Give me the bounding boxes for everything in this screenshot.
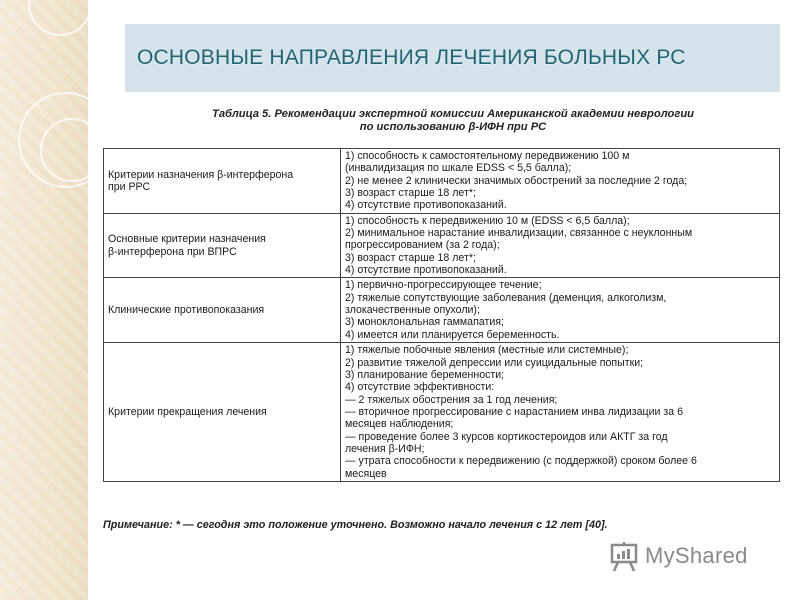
criteria-item: 4) имеется или планируется беременность.	[345, 328, 560, 341]
criteria-item: месяцев	[345, 467, 387, 480]
criteria-item: месяцев наблюдения;	[345, 418, 454, 431]
criteria-item: — проведение более 3 курсов кортикостероидов или АКТГ за год	[345, 430, 668, 443]
criterion-label-line: Критерии назначения β-интерферона	[108, 168, 294, 181]
slide-title: ОСНОВНЫЕ НАПРАВЛЕНИЯ ЛЕЧЕНИЯ БОЛЬНЫХ РС	[137, 46, 686, 69]
criterion-cell	[104, 149, 341, 214]
criterion-label-line: при РРС	[108, 180, 151, 193]
criterion-label-line: Клинические противопоказания	[108, 304, 265, 317]
criteria-items-cell	[341, 213, 780, 278]
caption-line: по использованию β-ИФН при РС	[359, 121, 547, 133]
criteria-item: 2) тяжелые сопутствующие заболевания (деменция, алкоголизм,	[345, 291, 667, 304]
criteria-item: 4) отсутствие эффективности:	[345, 381, 495, 394]
table-body	[104, 149, 780, 482]
criteria-item: 3) планирование беременности;	[345, 368, 505, 381]
criteria-items-cell	[341, 278, 780, 343]
criteria-items-cell	[341, 343, 780, 482]
criteria-item: 1) тяжелые побочные явления (местные или системные);	[345, 344, 629, 357]
table-row	[104, 343, 780, 482]
criteria-item: 3) возраст старше 18 лет*;	[345, 187, 476, 200]
slide-title-bar	[125, 24, 780, 92]
watermark-text: MyShared	[645, 543, 748, 568]
side-band-texture	[0, 0, 88, 600]
criteria-item: 2) не менее 2 клинически значимых обострений за последние 2 года;	[345, 174, 688, 187]
decorative-side-band	[0, 0, 88, 600]
criteria-item: 4) отсутствие противопоказаний.	[345, 264, 507, 277]
criterion-label-line: Критерии прекращения лечения	[108, 405, 267, 418]
criterion-cell	[104, 278, 341, 343]
criteria-item: лечения β-ИФН;	[345, 442, 425, 455]
criterion-cell	[104, 343, 341, 482]
criteria-item: — вторичное прогрессирование с нарастанием инва лидизации за 6	[345, 405, 683, 418]
scanned-table-document	[103, 108, 783, 538]
presentation-board-icon	[607, 539, 641, 573]
table-row	[104, 213, 780, 278]
table-footnote: Примечание: * — сегодня это положение уточнено. Возможно начало лечения с 12 лет [40].	[103, 519, 608, 531]
criteria-item: прогрессированием (за 2 года);	[345, 239, 500, 252]
criteria-item: 3) возраст старше 18 лет*;	[345, 251, 476, 264]
table-row	[104, 149, 780, 214]
criteria-item: 3) моноклональная гаммапатия;	[345, 316, 504, 329]
criteria-item: 2) развитие тяжелой депрессии или суицидальные попытки;	[345, 356, 644, 369]
recommendations-table	[103, 148, 780, 482]
criteria-item: злокачественные опухоли);	[345, 304, 480, 317]
table-caption	[123, 108, 783, 134]
table-row	[104, 278, 780, 343]
criterion-label-line: Основные критерии назначения	[108, 233, 266, 246]
criteria-item: 1) способность к передвижению 10 м (EDSS < 6,5 балла);	[345, 214, 630, 227]
criterion-cell	[104, 213, 341, 278]
criteria-item: — утрата способности к передвижению (с поддержкой) сроком более 6	[345, 455, 697, 468]
criteria-item: 2) минимальное нарастание инвалидизации, связанное с неуклонным	[345, 227, 693, 240]
criterion-label-line: β-интерферона при ВПРС	[108, 245, 237, 258]
myshared-watermark	[607, 538, 748, 574]
criteria-item: 4) отсутствие противопоказаний.	[345, 199, 507, 212]
criteria-items-cell	[341, 149, 780, 214]
criteria-item: 1) способность к самостоятельному передвижению 100 м	[345, 150, 630, 162]
caption-line: Таблица 5. Рекомендации экспертной комиссии Американской академии неврологии	[211, 108, 694, 120]
criteria-item: 1) первично-прогрессирующее течение;	[345, 279, 542, 292]
criteria-item: (инвалидизация по шкале EDSS < 5,5 балла);	[345, 162, 572, 175]
criteria-item: — 2 тяжелых обострения за 1 год лечения;	[345, 393, 558, 406]
